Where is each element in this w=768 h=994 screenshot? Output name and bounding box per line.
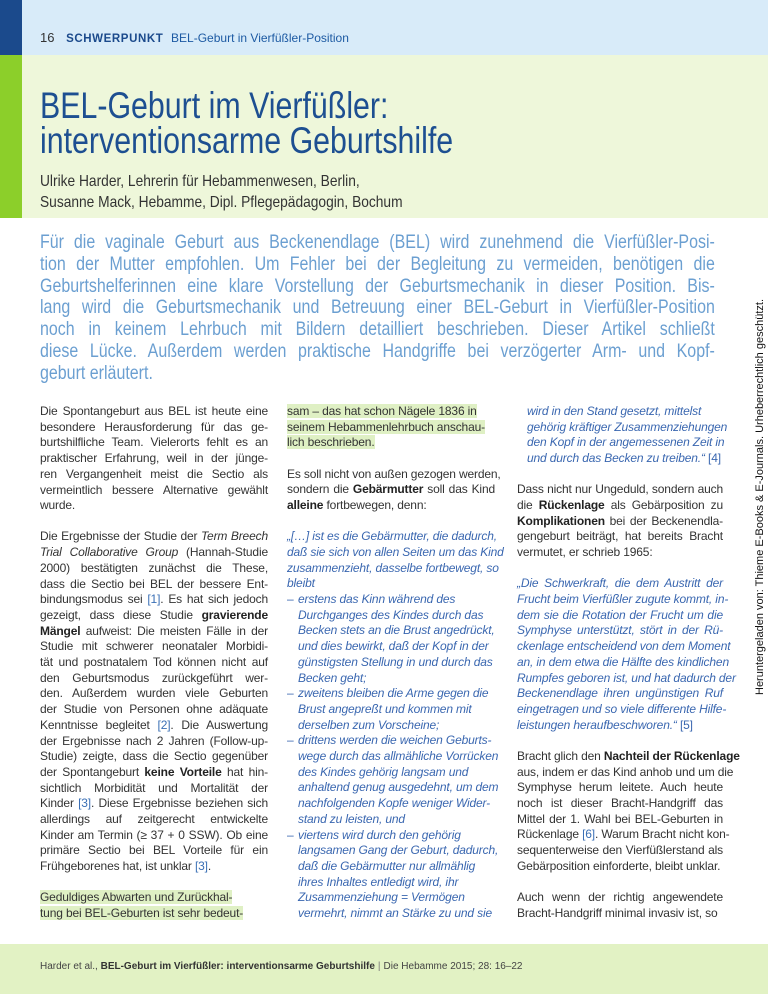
highlight: Geduldiges Abwarten und Zurückhal- — [40, 890, 233, 905]
text-line: Studie mit schwerer neonataler Morbidi- — [40, 639, 268, 654]
text-line: ren Vergangenheit meist die Sectio als — [40, 466, 268, 481]
header-band — [0, 0, 768, 55]
text-line: „[…] ist es die Gebärmutter, die dadurch, — [287, 529, 497, 544]
column-right — [517, 404, 740, 937]
text-line: Frühgeborenes hat, ist unklar [3]. — [40, 859, 212, 874]
title-line: BEL-Geburt im Vierfüßler: — [40, 85, 389, 126]
text-line: allerdings auf zeitgerecht entwickelte — [40, 812, 268, 827]
quote-list-item — [287, 592, 495, 686]
text-line: daß sie sich von allen Seiten um das Kind — [287, 544, 504, 559]
italic-term: Term Breech — [200, 529, 268, 544]
highlighted-paragraph — [40, 890, 268, 921]
text-line: aus, indem er das Kind anhob und um die — [517, 764, 734, 779]
text-line: Frucht beim Vierfüßler zugute kommt, in- — [517, 592, 729, 607]
text-line: daß die Gebärmutter nur allmählig — [298, 858, 476, 873]
footer-citation — [40, 961, 523, 972]
text-line: Symphyse unterstützt, stört in der Rü- — [517, 623, 723, 638]
text-line: Die Ergebnisse der Studie der Term Breech — [40, 529, 268, 544]
text-line: vermehrt, nimmt an Stärke zu und sie — [298, 906, 493, 921]
text-line: vermeintlich bessere Alternative gewählt — [40, 482, 268, 497]
text-line: Durchganges des Kindes durch das — [298, 607, 484, 622]
text-line: Auch wenn der richtig angewendete — [517, 889, 723, 904]
abstract-line: tion der Mutter empfohlen. Um Fehler bei der Begleitung zu vermeiden, benötigen die — [40, 252, 715, 275]
text-line: gezeigt, dass diese Studie gravierende — [40, 607, 268, 622]
text-line: 2000) bestätigten zunächst die These, — [40, 560, 268, 575]
title-line: interventionsarme Geburtshilfe — [40, 120, 454, 161]
column-middle — [287, 404, 504, 937]
abstract-line: geburt erläutert. — [40, 361, 153, 384]
bold-term: Mängel — [40, 623, 81, 638]
bold-term: gravierende — [201, 607, 268, 622]
download-watermark: Heruntergeladen von: Thieme E-Books & E-Journals. Urheberrechtlich geschützt. — [754, 299, 766, 695]
text-line — [287, 404, 495, 420]
paragraph — [517, 748, 740, 875]
page-number: 16 — [40, 30, 55, 45]
text-line: wurde. — [40, 498, 76, 513]
bold-term: keine Vorteile — [144, 764, 222, 779]
bold-term: Komplikationen — [517, 513, 605, 528]
text-line: derselben zum Vorscheine; — [298, 717, 440, 732]
text-line: Becken geht; — [298, 670, 367, 685]
text-line: und durch das Becken zu treiben.“ [4] — [527, 451, 721, 466]
text-line: Rückenlage [6]. Warum Bracht nicht kon- — [517, 827, 730, 842]
text-line: Es soll nicht von außen gezogen werden, — [287, 466, 501, 481]
text-line: zweitens bleiben die Arme gegen die — [298, 686, 489, 701]
text-line: viertens wird durch den gehörig — [298, 827, 461, 842]
text-line: stand zu leisten, und — [298, 811, 405, 826]
column-left — [40, 404, 268, 937]
paragraph — [40, 404, 268, 514]
text-line — [40, 906, 268, 922]
text-line: des Kindes gehörig langsam und — [298, 764, 469, 779]
footer-separator: | — [377, 961, 381, 972]
section-topic: BEL-Geburt in Vierfüßler-Position — [171, 31, 349, 45]
bold-term: Nachteil der Rückenlage — [603, 748, 740, 763]
text-line: Komplikationen bei der Beckenendla- — [517, 513, 723, 528]
list-dash: – — [287, 827, 294, 842]
text-line: den Geburtsmodus zurückgeführt wer- — [40, 670, 268, 685]
italic-term: Trial Collaborative Group — [40, 545, 179, 560]
abstract-line: diese Lücke. Außerdem werden praktische Handgriffe bei verzögerter Arm- und Kopf- — [40, 339, 715, 362]
text-line: bindungsmodus sei [1]. Es hat sich jedoch — [40, 592, 268, 607]
abstract-line: Geburtshelferinnen eine klare Vorstellung der Geburtsmechanik in dieser Position. Bis- — [40, 274, 715, 297]
highlight: seinem Hebammenlehrbuch anschau- — [287, 419, 485, 434]
text-line: sichtlich Morbidität und Mortalität der — [40, 780, 268, 795]
text-line: Kinder [3]. Diese Ergebnisse beziehen sich — [40, 796, 268, 811]
title-accent-bar — [0, 55, 22, 218]
text-line: Symphyse herum leitete. Auch heute — [517, 780, 723, 795]
text-line: eingetragen und so viele differente Hilfe- — [517, 701, 727, 716]
text-line: besondere Herausforderung für das ge- — [40, 419, 268, 434]
text-line: Die Spontangeburt aus BEL ist heute eine — [40, 404, 268, 418]
highlight: lich beschrieben. — [287, 435, 375, 450]
text-line: wird in den Stand gesetzt, mittelst — [527, 404, 702, 418]
text-line: und dies bewirkt, daß der Kopf in der — [298, 639, 489, 654]
text-line: sondern die Gebärmutter soll das Kind — [287, 482, 495, 497]
text-line: günstigsten Stellung in und durch das — [298, 654, 493, 669]
text-line: langsamen Gang der Geburt, dadurch, — [298, 843, 499, 858]
reference-link[interactable]: [2] — [157, 717, 171, 732]
reference-link[interactable]: [5] — [679, 717, 693, 732]
footer-title: BEL-Geburt im Vierfüßler: interventionsarme Geburtshilfe — [100, 961, 375, 972]
text-line: Dass nicht nur Ungeduld, sondern auch — [517, 482, 723, 497]
text-line: praktischer Erfahrung, weil in der jünge- — [40, 451, 268, 466]
paragraph — [40, 529, 268, 874]
text-line: burtshilfliche Team. Vielerorts fehlt es an — [40, 435, 268, 450]
abstract-line: lang wird die Geburtsmechanik und Betreuung einer BEL-Geburt in Vierfüßler-Position — [40, 296, 715, 319]
text-line: Studie) zeigte, dass die Sectio gegenüber — [40, 749, 268, 764]
article-title — [40, 85, 454, 161]
text-line: Zusammenziehung = Vermögen — [298, 890, 465, 905]
block-quote-continuation — [517, 404, 728, 467]
quote-list-item — [287, 827, 499, 922]
text-line: dass die Sectio bei BEL der bessere Ent- — [40, 576, 268, 591]
list-dash: – — [287, 592, 294, 607]
text-line: Rumpfes geboren ist, und hat dadurch der — [517, 670, 736, 685]
text-line: wege durch das allmähliche Vorrücken — [298, 749, 499, 764]
text-line — [287, 420, 495, 436]
block-quote — [287, 529, 504, 592]
footer-authors: Harder et al., — [40, 961, 101, 972]
authors — [40, 171, 403, 213]
text-line: noch ist dieser Bracht-Handgriff das — [517, 795, 723, 810]
text-line: zusammenzieht, dasselbe fortbewegt, so — [287, 560, 499, 575]
text-line: alleine fortbewegen, denn: — [287, 498, 427, 513]
reference-link[interactable]: [4] — [708, 451, 721, 466]
text-line: Bracht glich den Nachteil der Rückenlage — [517, 748, 740, 763]
text-line: sequenterweise den Vierfüßlerstand als — [517, 843, 723, 858]
text-line: gehörig kräftiger Zusammenziehungen — [527, 419, 728, 434]
list-dash: – — [287, 733, 294, 748]
text-line — [287, 435, 495, 451]
author-line: Susanne Mack, Hebamme, Dipl. Pflegepädagogin, Bochum — [40, 194, 403, 211]
text-line: Kinder am Termin (≥ 37 + 0 SSW). Ob eine — [40, 827, 268, 842]
reference-link[interactable]: [1] — [147, 592, 161, 607]
footer-journal: Die Hebamme 2015; 28: 16–22 — [383, 961, 523, 972]
text-line: „Die Schwerkraft, die dem Austritt der — [517, 576, 723, 591]
abstract-line: Für die vaginale Geburt aus Beckenendlage (BEL) wird zunehmend die Vierfüßler-Posi- — [40, 231, 715, 253]
text-line: anhaltend genug ausgedehnt, um dem — [298, 780, 499, 795]
text-line: nachfolgenden Kopfe weniger Wider- — [298, 796, 491, 811]
paragraph — [517, 890, 723, 921]
reference-link[interactable]: [3] — [78, 796, 91, 811]
text-line: erstens das Kinn während des — [298, 592, 456, 607]
text-line: primäre Sectio bei BEL Vorteile für ein — [40, 843, 268, 858]
text-line: Mittel der 1. Wahl bei BEL-Geburten in — [517, 811, 723, 826]
block-quote — [517, 576, 736, 733]
text-line: ckenlage entscheidend von dem Moment — [517, 639, 731, 654]
text-line: der Ergebnisse nach 2 Jahren (Follow-up- — [40, 733, 268, 748]
text-line: die Rückenlage als Gebärposition zu — [517, 498, 723, 513]
text-line: den. Außerdem wurden viele Geburten — [40, 686, 268, 701]
text-line: drittens werden die weichen Geburts- — [298, 733, 492, 748]
text-line: vermutet, er schrieb 1965: — [517, 545, 653, 560]
text-line: dem sie die Rotation der Frucht um die — [517, 607, 723, 622]
reference-link[interactable]: [3] — [194, 859, 208, 874]
text-line: Bracht-Handgriff minimal invasiv ist, so — [517, 905, 718, 920]
section-label: SCHWERPUNKT — [66, 33, 164, 45]
text-line: Kenntnisse begleitet [2]. Die Auswertung — [40, 717, 268, 732]
text-line: Becken stets an die Brust angedrückt, — [298, 623, 495, 638]
author-line: Ulrike Harder, Lehrerin für Hebammenwesen, Berlin, — [40, 173, 360, 190]
running-header — [40, 30, 349, 45]
paragraph — [287, 466, 501, 514]
text-line: bleibt — [287, 576, 315, 591]
text-line: den Kopf in der angemessenen Zeit in — [527, 435, 725, 450]
text-line: Brust angepreßt und kommen mit — [298, 701, 472, 716]
text-line: ihres Inhaltes entledigt wird, ihr — [298, 874, 459, 889]
text-line: leistungen heraufbeschworen.“ [5] — [517, 717, 693, 732]
header-accent-bar — [0, 0, 22, 55]
text-line: der Studie von Personen ohne adäquate — [40, 702, 268, 717]
text-line: der Spontangeburt keine Vorteile hat hin- — [40, 764, 269, 779]
text-line: tät und postnatalem Tod können nicht auf — [40, 655, 268, 670]
quote-list-item — [287, 733, 499, 827]
highlighted-paragraph — [287, 404, 495, 451]
text-line — [40, 890, 268, 906]
highlight: sam – das hat schon Nägele 1836 in — [287, 404, 477, 418]
reference-link[interactable]: [6] — [582, 827, 595, 842]
bold-term: Gebärmutter — [352, 482, 424, 497]
paragraph — [517, 482, 723, 561]
text-line: gengeburt beiträgt, hat bereits Bracht — [517, 529, 723, 544]
abstract-line: noch in keinem Lehrbuch mit Bildern detailliert beschrieben. Dieser Artikel schließt — [40, 318, 715, 341]
text-line: an, in dem etwa die Hälfte des kindlichen — [517, 654, 729, 669]
quote-list-item — [287, 686, 495, 733]
text-line: Gebärposition einforderte, bleibt unklar. — [517, 858, 721, 873]
bold-term: Rückenlage — [538, 498, 605, 513]
text-line: Trial Collaborative Group (Hannah-Studie — [40, 545, 268, 560]
abstract — [40, 232, 715, 385]
bold-term: alleine — [287, 498, 324, 513]
highlight: tung bei BEL-Geburten ist sehr bedeut- — [40, 906, 244, 921]
text-line: Beckenendlage ihren ungünstigen Ruf — [517, 686, 723, 701]
list-dash: – — [287, 686, 294, 701]
text-line: Mängel aufweist: Die meisten Fälle in der — [40, 623, 268, 638]
